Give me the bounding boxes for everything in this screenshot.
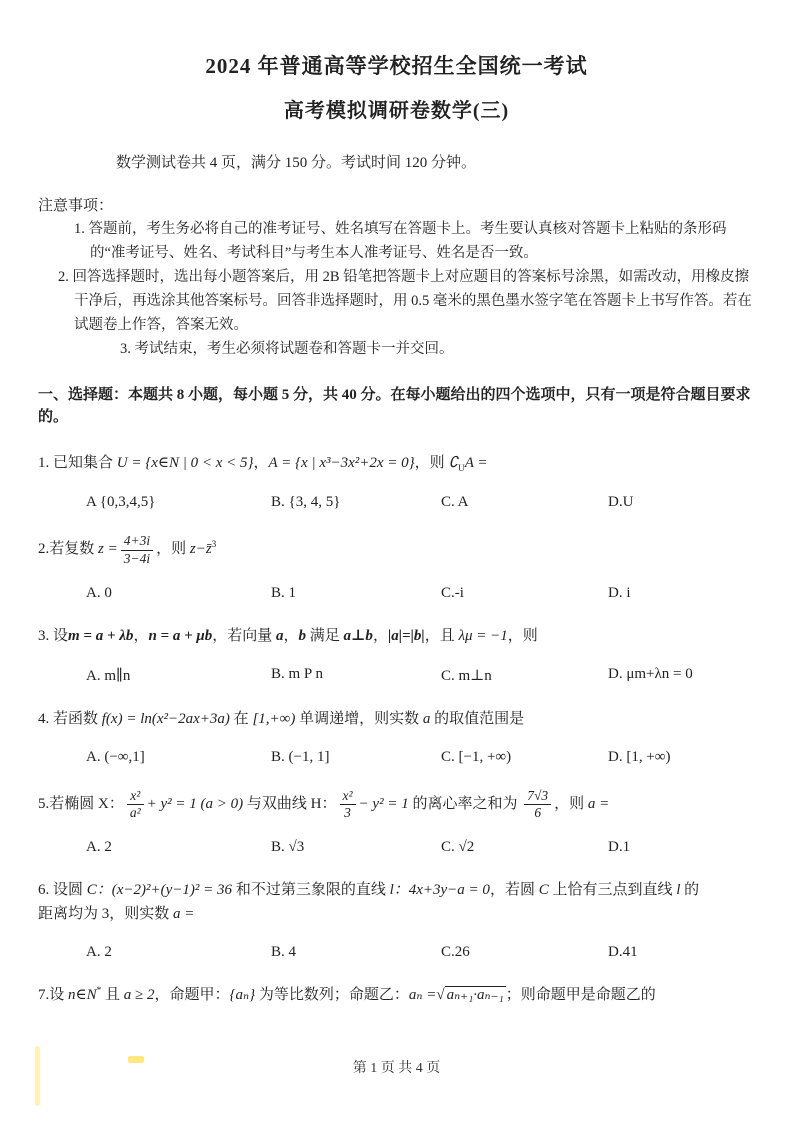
question-stem: 4. 若函数 f(x) = ln(x²−2ax+3a) 在 [1,+∞) 单调递增，则实数 a 的取值范围是 [38,710,525,727]
option: D. [1, +∞) [608,748,671,765]
question [38,878,755,961]
question-options [86,585,755,602]
question-stem: 1. 已知集合 U = {x∈N | 0 < x < 5}，A = {x | x³−3x²+2x = 0}，则 $∁_UA$ = [38,454,488,474]
option: A. m∥n [86,667,131,684]
option: D.U [608,494,634,511]
question-stem: 3. 设m = a + λb，n = a + μb，若向量 a，b 满足 a⊥b，|a|=|b|，且 λμ = −1，则 [38,627,538,644]
section-header: 一、选择题：本题共 8 小题，每小题 5 分，共 40 分。在每小题给出的四个选项中，只有一项是符合题目要求的。 [38,386,751,426]
notice-item: 2. 回答选择题时，选出每小题答案后，用 2B 铅笔把答题卡上对应题目的答案标号涂黑，如需改动，用橡皮擦干净后，再选涂其他答案标号。回答非选择题时，用 0.5 毫米的黑色墨水签字笔在答题卡上书写作答。若在试题卷上作答，答案无效。 [58,268,752,333]
highlight-mark-edge [35,1046,40,1106]
fraction: $\frac{4+3i}{3-4i}$ [121,533,153,566]
option: A. 0 [86,584,112,601]
option: C.26 [441,944,470,961]
option: C. [−1, +∞) [441,748,512,765]
option: B. (−1, 1] [271,748,330,765]
question [38,624,755,685]
question-options [86,494,755,511]
question-options [86,749,755,766]
question-stem: 2.若复数 z = $\frac{4+3i}{3-4i}$ ，则 z−z̄$^3$ [38,533,217,566]
option: C. m⊥n [441,667,492,684]
exam-subtitle: 高考模拟调研卷数学(三) [283,100,510,122]
question [38,983,755,1007]
option: B. 1 [271,584,297,601]
option: C. A [441,494,469,511]
option: B. 4 [271,944,297,961]
option: D. μm+λn = 0 [608,665,693,682]
question [38,788,755,856]
question-list [38,451,755,1008]
option: D.41 [608,944,638,961]
option: C.-i [441,584,464,601]
notice-item: 1. 答题前，考生务必将自己的准考证号、姓名填写在答题卡上。考生要认真核对答题卡上粘贴的条形码的“准考证号、姓名、考试科目”与考生本人准考证号、姓名是否一致。 [74,221,727,261]
question-stem: 6. 设圆 C：(x−2)²+(y−1)² = 36 和不过第三象限的直线 l：4x+3y−a = 0，若圆 C 上恰有三点到直线 l 的 距离均为 3，则实数 a = [38,882,700,923]
fraction: $\frac{\text{x²}}{\text{a²}}$ [127,788,144,821]
question-stem: 5.若椭圆 X： $\frac{\text{x²}}{\text{a²}}$ + y² = 1 (a > 0) 与双曲线 H： $\frac{\text{x²}}{3}$ − y² = 1 的离心率之和为 $\frac{7√3}{6}$ ，则 a = [38,787,610,820]
sqrt-expression: √ aₙ₊₁·aₙ₋₁ [436,987,504,1004]
question-options [86,944,755,961]
option: C. √2 [441,839,475,856]
option: B. m P n [271,665,323,682]
fraction: $\frac{\text{x²}}{3}$ [340,788,356,821]
page-footer: 第 1 页 共 4 页 [352,1061,441,1076]
question [38,707,755,766]
exam-title: 2024 年普通高等学校招生全国统一考试 [205,54,588,78]
question-options [86,839,755,856]
question [38,451,755,512]
fraction: $\frac{7√3}{6}$ [524,788,551,821]
question [38,533,755,601]
option: B. {3, 4, 5} [271,494,341,511]
question-stem: 7.设 n∈N* 且 a ≥ 2，命题甲：{aₙ} 为等比数列；命题乙：aₙ =√ aₙ₊₁·aₙ₋₁ ；则命题甲是命题乙的 [38,986,656,1004]
notice-header: 注意事项： [38,198,114,214]
option: A {0,3,4,5} [86,494,156,511]
option: B. √3 [271,839,305,856]
exam-info-line: 数学测试卷共 4 页，满分 150 分。考试时间 120 分钟。 [116,155,477,171]
highlight-mark-small [128,1056,144,1063]
question-options [86,666,755,685]
option: A. (−∞,1] [86,748,145,765]
option: A. 2 [86,944,112,961]
option: A. 2 [86,839,112,856]
option: D. i [608,584,631,601]
notice-item: 3. 考试结束，考生必须将试题卷和答题卡一并交回。 [120,340,454,357]
option: D.1 [608,839,631,856]
notice-list [38,218,755,362]
